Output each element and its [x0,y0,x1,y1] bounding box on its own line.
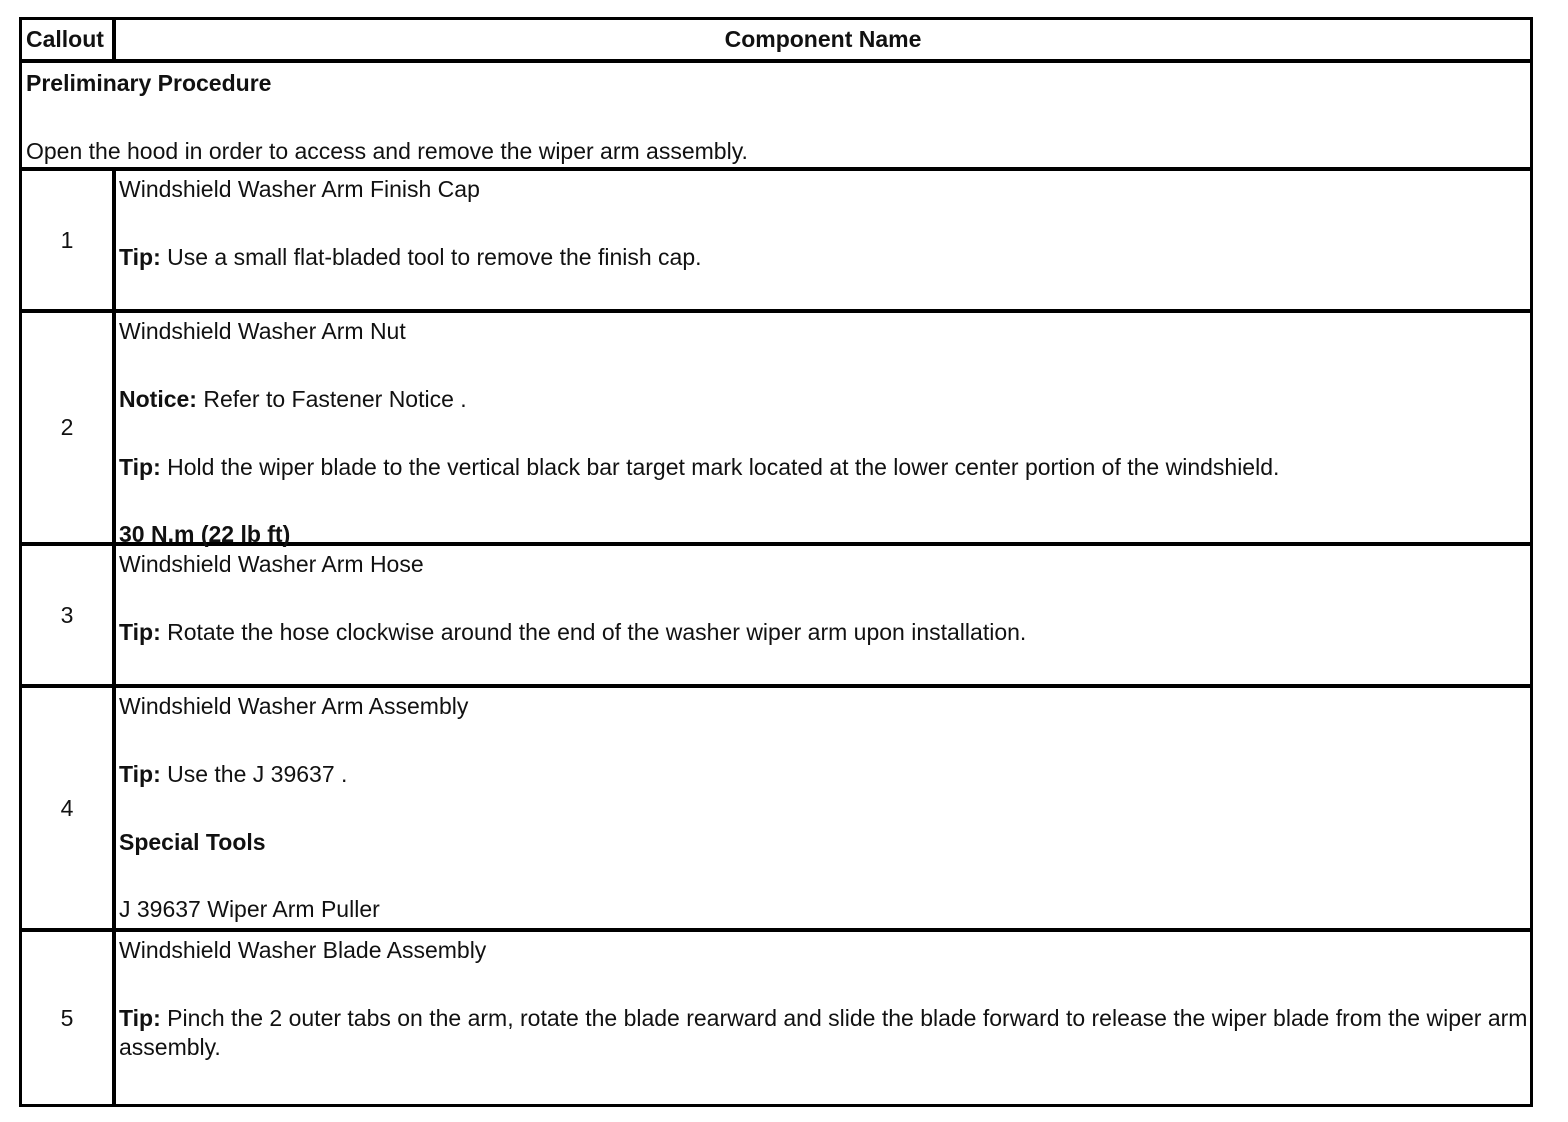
special-tools-item: J 39637 Wiper Arm Puller [119,896,380,923]
callout-number: 4 [22,688,116,928]
tip-text [119,453,1530,482]
component-cell [116,546,1530,684]
component-cell [116,688,1530,928]
component-name: Windshield Washer Arm Nut [119,318,406,344]
callout-column-header: Callout [22,20,116,59]
procedure-table [19,17,1533,1107]
component-name: Windshield Washer Arm Hose [119,551,424,577]
callout-number: 3 [22,546,116,684]
component-cell [116,313,1530,548]
tip-text [119,760,1530,789]
tip-body: Use the J 39637 . [160,760,348,787]
tip-label: Tip: [119,243,161,270]
tip-label: Tip: [119,760,161,787]
component-cell [116,932,1530,1104]
preliminary-procedure-title: Preliminary Procedure [26,70,272,96]
tip-body: Use a small flat-bladed tool to remove the finish cap. [160,243,702,270]
notice-body: Refer to Fastener Notice . [196,385,467,412]
tip-label: Tip: [119,453,161,480]
component-name-column-header: Component Name [724,26,922,53]
callout-number: 5 [22,932,116,1104]
tip-text [119,618,1530,647]
table-row [22,932,1530,1104]
component-cell [116,171,1530,309]
special-tools-label: Special Tools [119,828,266,855]
table-row [22,313,1530,546]
notice-text [119,385,1530,414]
callout-number: 1 [22,171,116,309]
preliminary-procedure-text: Open the hood in order to access and remove the wiper arm assembly. [26,137,748,164]
table-header-row [22,20,1530,63]
tip-body: Pinch the 2 outer tabs on the arm, rotate the blade rearward and slide the blade forward to release the wiper blade from the wiper arm assembly. [119,1004,1528,1060]
tip-body: Rotate the hose clockwise around the end of the washer wiper arm upon installation. [160,618,1027,645]
table-row [22,546,1530,688]
tip-body: Hold the wiper blade to the vertical black bar target mark located at the lower center portion of the windshield. [160,453,1280,480]
tip-text [119,1004,1530,1062]
tip-text [119,243,1530,272]
component-name: Windshield Washer Blade Assembly [119,937,487,963]
torque-spec: 30 N.m (22 lb ft) [119,521,291,548]
tip-label: Tip: [119,618,161,645]
component-name: Windshield Washer Arm Finish Cap [119,176,480,202]
table-row [22,688,1530,932]
tip-label: Tip: [119,1004,161,1031]
notice-label: Notice: [119,385,197,412]
component-name: Windshield Washer Arm Assembly [119,693,469,719]
preliminary-procedure-cell [22,63,1530,167]
preliminary-procedure-row [22,63,1530,171]
callout-number: 2 [22,313,116,542]
table-row [22,171,1530,313]
